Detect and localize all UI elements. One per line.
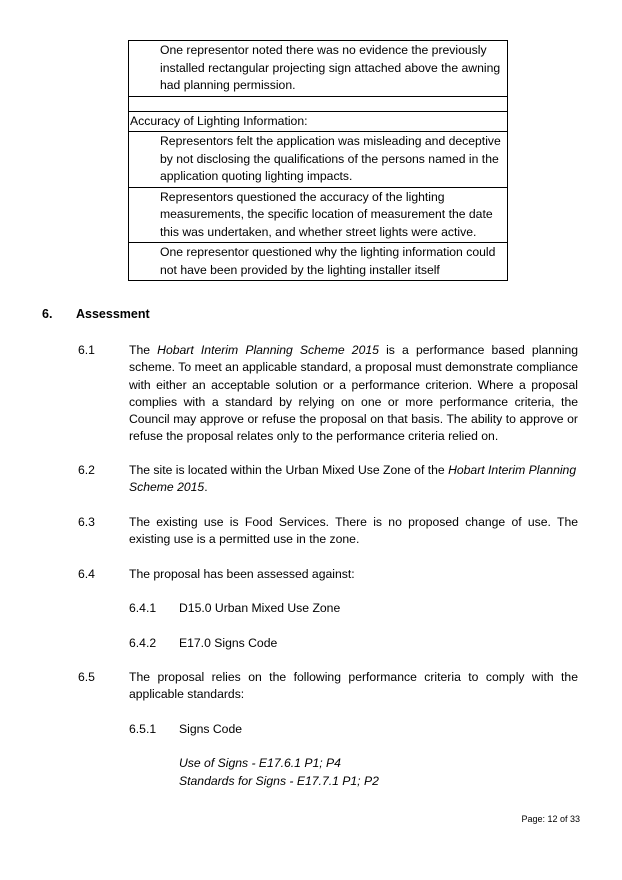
table-cell: Representors felt the application was misleading and deceptive by not disclosing the qualifications of the persons named in the application quoting lighting impacts.: [129, 132, 508, 188]
subitem-text: E17.0 Signs Code: [179, 636, 278, 650]
paragraph-number: 6.1: [78, 343, 95, 357]
subitem-text: D15.0 Urban Mixed Use Zone: [179, 601, 341, 615]
paragraph-number: 6.5: [78, 670, 95, 684]
table-cell: One representor noted there was no evidence the previously installed rectangular projecting sign attached above the awning had planning permission.: [129, 41, 508, 97]
section-number: 6.: [42, 307, 53, 321]
paragraph-text: The proposal has been assessed against:: [129, 567, 355, 581]
scheme-title: Hobart Interim Planning Scheme 2015: [157, 343, 379, 357]
table-row: [129, 132, 508, 188]
text-run: The site is located within the Urban Mixed Use Zone of the: [129, 463, 449, 477]
table-row: [129, 187, 508, 243]
paragraph-text: [129, 462, 578, 497]
paragraph-6-2: [78, 462, 578, 497]
criteria-line: Standards for Signs - E17.7.1 P1; P2: [179, 773, 379, 788]
paragraph-text: [129, 342, 578, 446]
subitem-6-5-1: [129, 721, 242, 738]
paragraph-6-1: [78, 342, 578, 446]
subitem-text: Signs Code: [179, 722, 243, 736]
table-cell: Representors questioned the accuracy of the lighting measurements, the specific location of measurement the date this was undertaken, and whether street lights were active.: [129, 187, 508, 243]
subitem-number: 6.4.2: [129, 636, 157, 650]
text-run: .: [204, 480, 208, 495]
page-number: Page: 12 of 33: [521, 814, 580, 824]
section-heading: [42, 307, 150, 321]
table-row: [129, 111, 508, 132]
paragraph-6-3: [78, 514, 578, 549]
section-title: Assessment: [76, 307, 150, 321]
performance-criteria-list: [179, 755, 379, 790]
table-cell-empty: [129, 96, 508, 111]
representations-table: [128, 40, 508, 281]
paragraph-6-5: [78, 669, 578, 704]
text-run: is a performance based planning scheme. To meet an applicable standard, a proposal must demonstrate compliance with either an acceptable solution or a performance criterion. Where a proposal complies with a standard by relying on one or more performance criteria, the Council may approve or refuse the proposal on that basis. The ability to approve or refuse the proposal relates only to the performance criteria relied on.: [129, 343, 578, 444]
subitem-number: 6.4.1: [129, 601, 157, 615]
paragraph-number: 6.4: [78, 567, 95, 581]
paragraph-6-4: [78, 566, 578, 583]
table-row: [129, 243, 508, 281]
paragraph-number: 6.2: [78, 463, 95, 477]
table-row: [129, 41, 508, 97]
paragraph-text: The existing use is Food Services. There is no proposed change of use. The existing use is a permitted use in the zone.: [129, 515, 578, 547]
criteria-line: Use of Signs - E17.6.1 P1; P4: [179, 756, 341, 770]
text-run: The: [129, 343, 158, 357]
scheme-title: Hobart Interim Planning Scheme 2015: [129, 463, 577, 495]
subitem-number: 6.5.1: [129, 722, 157, 736]
subitem-6-4-1: [129, 600, 340, 617]
table-section-heading: Accuracy of Lighting Information:: [129, 111, 508, 132]
paragraph-number: 6.3: [78, 515, 95, 529]
table-row-blank: [129, 96, 508, 111]
paragraph-text: The proposal relies on the following performance criteria to comply with the applicable standards:: [129, 670, 578, 702]
subitem-6-4-2: [129, 635, 277, 652]
table-cell: One representor questioned why the lighting information could not have been provided by the lighting installer itself: [129, 243, 508, 281]
